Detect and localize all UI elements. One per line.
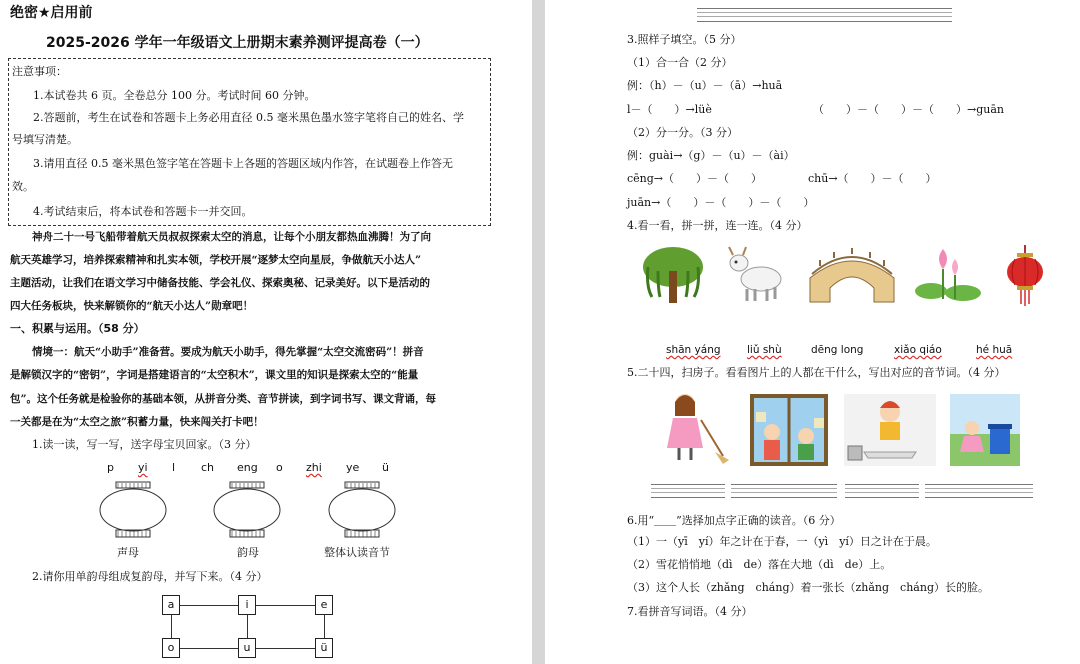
question-2: 2.请你用单韵母组成复韵母，并写下来。（4 分） <box>32 570 268 583</box>
question-4: 4.看一看，拼一拼，连一连。（4 分） <box>627 219 808 232</box>
notice-box <box>8 58 491 226</box>
q3-row-1b: （ ）－（ ）－（ ）→guān <box>813 103 1004 116</box>
exam-page-left <box>0 0 532 664</box>
girl-recycling-icon <box>950 394 1020 466</box>
lantern-label: 整体认读音节 <box>324 546 390 559</box>
lantern-label: 声母 <box>117 546 139 559</box>
question-7: 7.看拼音写词语。（4 分） <box>627 605 753 618</box>
notice-item: 1.本试卷共 6 页。全卷总分 100 分。考试时间 60 分钟。 <box>33 89 316 102</box>
q1-letter: eng <box>237 461 258 474</box>
q3-example-1: 例：（h）－（u）－（ā）→huā <box>627 79 783 92</box>
notice-item: 2.答题前，考生在试卷和答题卡上务必用直径 0.5 毫米黑色墨水签字笔将自己的姓名、学 <box>33 111 464 124</box>
exam-page-right <box>545 0 1080 664</box>
intro-line: 航天英雄学习，培养探索精神和扎实本领，学校开展“逐梦太空向星辰，争做航天小达人” <box>10 254 422 266</box>
vowel-box: o <box>162 638 180 658</box>
q1-letter: o <box>276 461 283 474</box>
scene-line: 包”。这个任务就是检验你的基础本领，从拼音分类、音节拼读，到字词书写、课文背诵，每 <box>10 393 437 405</box>
q6-line: （2）雪花悄悄地（dì de）落在大地（dì de）上。 <box>627 558 892 571</box>
writing-lines <box>731 484 837 498</box>
q1-letter: ü <box>382 461 389 474</box>
goat-icon <box>723 243 789 305</box>
notice-heading: 注意事项： <box>12 65 67 78</box>
willow-tree-icon <box>640 243 706 305</box>
lantern-icon <box>98 480 168 540</box>
q3-row-2b: chū→（ ）－（ ） <box>808 172 937 185</box>
connector-line <box>171 614 172 639</box>
question-6: 6.用“＿＿”选择加点字正确的读音。（6 分） <box>627 514 841 527</box>
notice-item: 效。 <box>12 180 34 193</box>
writing-lines <box>925 484 1033 498</box>
q3-part-1: （1）合一合（2 分） <box>627 56 733 69</box>
writing-lines <box>845 484 919 498</box>
secret-label: 绝密★启用前 <box>10 5 93 21</box>
boy-mopping-icon <box>844 394 936 466</box>
section-1-heading: 一、积累与运用。（58 分） <box>10 322 145 335</box>
vowel-box: u <box>238 638 256 658</box>
q1-letter: ye <box>346 461 360 474</box>
vowel-box: i <box>238 595 256 615</box>
question-5: 5.二十四，扫房子。看看图片上的人都在干什么，写出对应的音节词。（4 分） <box>627 366 1006 379</box>
intro-line: 主题活动，让我们在语文学习中储备技能、学会礼仪、探索奥秘、记录美好。以下是活动的 <box>10 277 430 289</box>
writing-lines <box>651 484 725 498</box>
q3-example-2: 例：guài→（g）－（u）－（ài） <box>627 149 795 162</box>
bridge-icon <box>808 248 896 304</box>
q6-line: （3）这个人长（zhǎng cháng）着一张长（zhǎng cháng）长的脸。 <box>627 581 989 594</box>
cleaning-window-icon <box>750 394 828 466</box>
q4-pinyin: shān yáng <box>666 344 721 356</box>
notice-item: 4.考试结束后，将本试卷和答题卡一并交回。 <box>33 205 253 218</box>
exam-title: 2025-2026 学年一年级语文上册期末素养测评提高卷（一） <box>46 35 429 51</box>
q3-row-2c: juān→（ ）－（ ）－（ ） <box>627 196 815 209</box>
q3-row-2a: cēng→（ ）－（ ） <box>627 172 763 185</box>
lantern-label: 韵母 <box>237 546 259 559</box>
connector-line <box>324 614 325 639</box>
q1-letter: p <box>107 461 114 474</box>
q3-row-1a: l－（ ）→lüè <box>627 103 712 116</box>
q6-line: （1）一（yī yí）年之计在于春，一（yì yí）日之计在于晨。 <box>627 535 937 548</box>
connector-line <box>247 614 248 639</box>
notice-item: 3.请用直径 0.5 毫米黑色签字笔在答题卡上各题的答题区域内作答，在试题卷上作答无 <box>33 157 453 170</box>
lantern-icon <box>327 480 397 540</box>
lantern-icon <box>212 480 282 540</box>
q4-pinyin: hé huā <box>976 344 1013 356</box>
scene-line: 是解锁汉字的“密钥”，字词是搭建语言的“太空积木”，课文里的知识是探索太空的“能量 <box>10 369 419 381</box>
q3-part-2: （2）分一分。（3 分） <box>627 126 738 139</box>
question-1: 1.读一读，写一写，送字母宝贝回家。（3 分） <box>32 438 257 451</box>
scene-line: 情境一：航天“小助手”准备营。要成为航天小助手，得先掌握“太空交流密码”！拼音 <box>32 346 424 358</box>
q1-letter: ch <box>201 461 215 474</box>
girl-sweeping-icon <box>657 390 733 464</box>
intro-line: 神舟二十一号飞船带着航天员叔叔探索太空的消息，让每个小朋友都热血沸腾！为了向 <box>32 231 431 243</box>
vowel-box: ü <box>315 638 333 658</box>
lotus-icon <box>913 247 983 305</box>
q4-pinyin: xiǎo qiáo <box>894 344 942 356</box>
red-lantern-icon <box>1005 245 1045 307</box>
writing-lines <box>697 8 952 22</box>
vowel-box: a <box>162 595 180 615</box>
q4-pinyin: liǔ shù <box>747 344 782 356</box>
notice-item: 号填写清楚。 <box>12 133 78 146</box>
q1-letter: l <box>172 461 176 474</box>
q1-letter: yi <box>138 461 148 474</box>
question-3: 3.照样子填空。（5 分） <box>627 33 742 46</box>
vowel-box: e <box>315 595 333 615</box>
q4-pinyin: dēng long <box>811 344 864 356</box>
intro-line: 四大任务板块，快来解锁你的“航天小达人”勋章吧！ <box>10 300 254 312</box>
scene-line: 一关都是在为“太空之旅”积蓄力量，快来闯关打卡吧！ <box>10 416 264 428</box>
q1-letter: zhi <box>306 461 322 474</box>
